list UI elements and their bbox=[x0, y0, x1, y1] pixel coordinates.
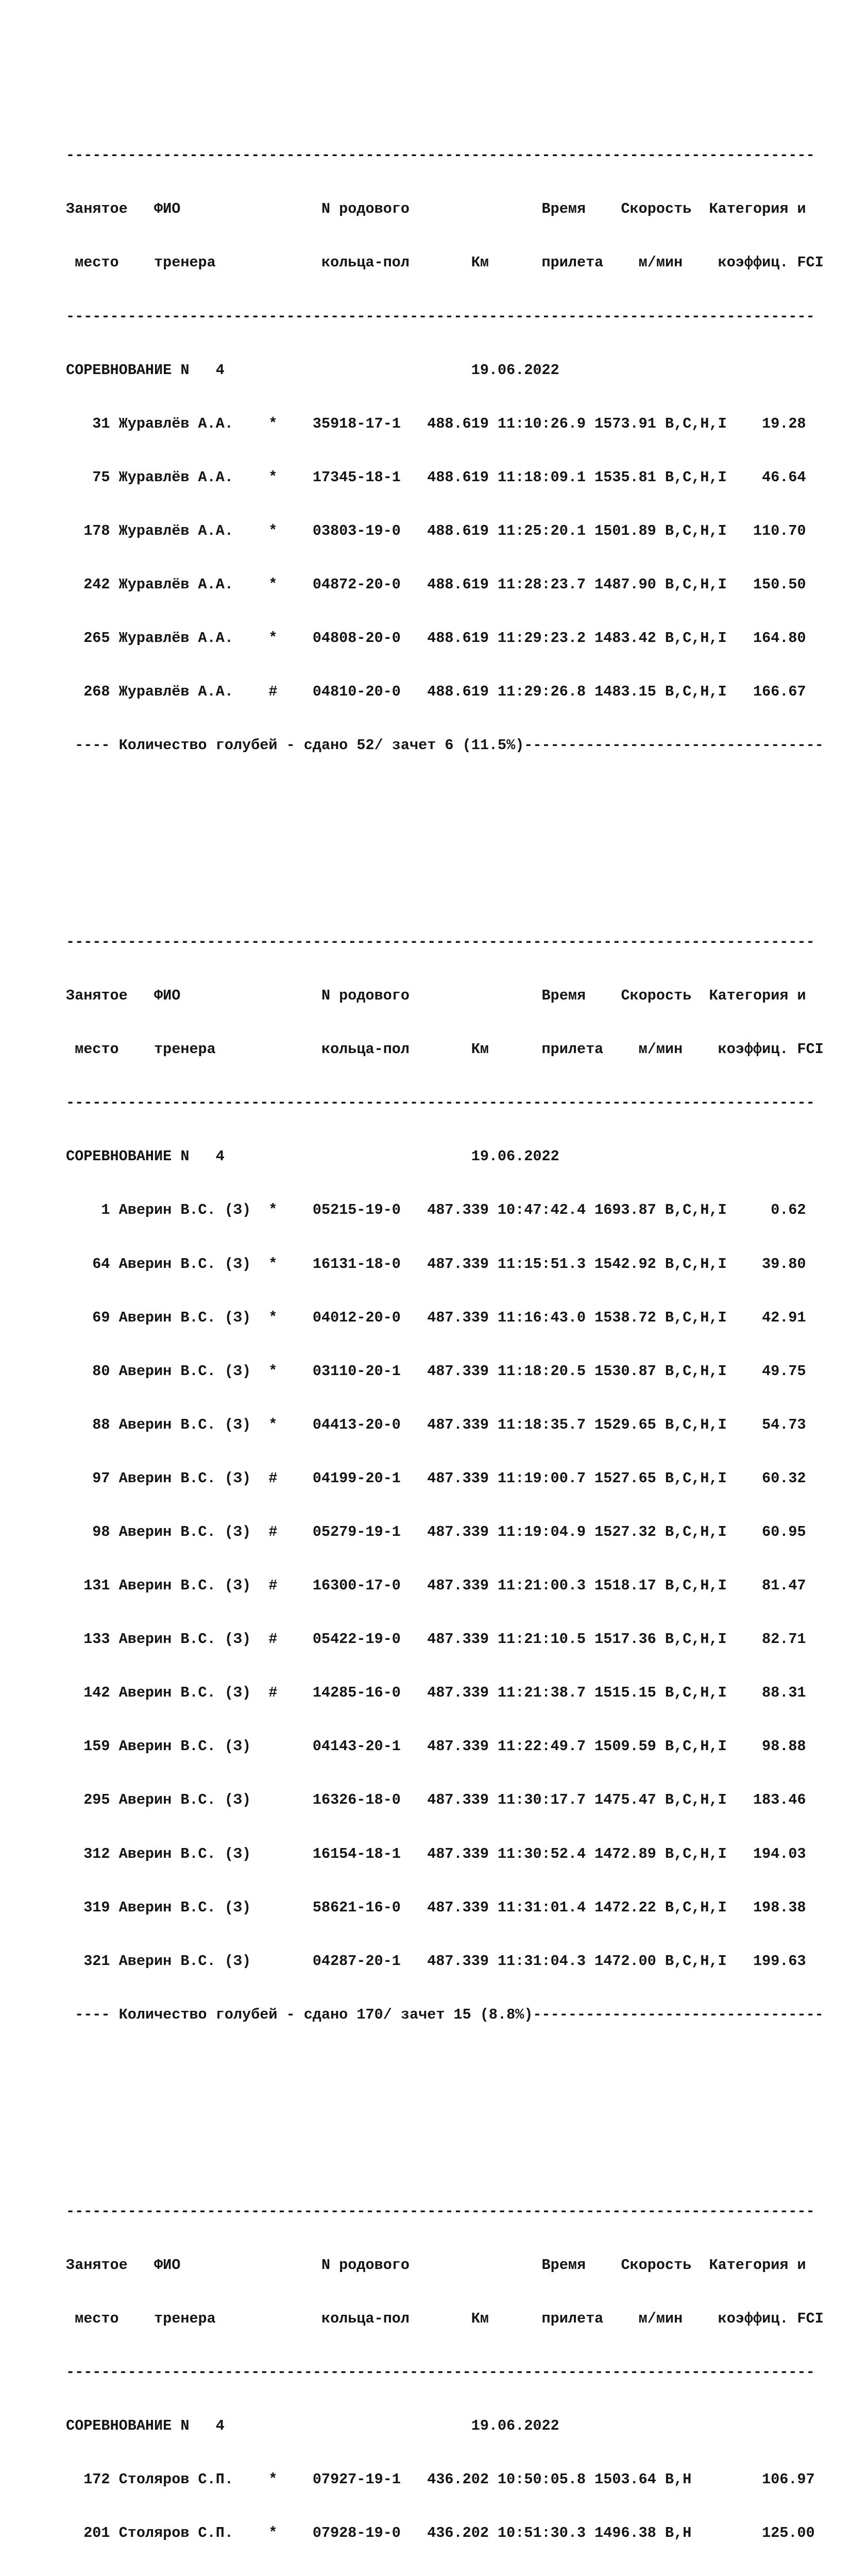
result-row: 159 Аверин В.С. (З) 04143-20-1 487.339 11:22:49.7 1509.59 B,C,H,I 98.88 bbox=[66, 1738, 806, 1755]
competition-line: СОРЕВНОВАНИЕ N 4 19.06.2022 bbox=[66, 361, 559, 379]
result-row: 1 Аверин В.С. (З) * 05215-19-0 487.339 10:47:42.4 1693.87 B,C,H,I 0.62 bbox=[66, 1201, 806, 1219]
result-row: 319 Аверин В.С. (З) 58621-16-0 487.339 11:31:01.4 1472.22 B,C,H,I 198.38 bbox=[66, 1899, 806, 1916]
header-line-2: место тренера кольца-пол Км прилета м/мин коэффиц. FCI bbox=[66, 2310, 824, 2327]
results-section bbox=[66, 111, 824, 791]
header-rule-bottom: ------------------------------------------------------------------------------------- bbox=[66, 2363, 815, 2381]
result-row: 97 Аверин В.С. (З) # 04199-20-1 487.339 11:19:00.7 1527.65 B,C,H,I 60.32 bbox=[66, 1469, 806, 1487]
result-row: 131 Аверин В.С. (З) # 16300-17-0 487.339 11:21:00.3 1518.17 B,C,H,I 81.47 bbox=[66, 1577, 806, 1595]
result-row: 268 Журавлёв А.А. # 04810-20-0 488.619 11:29:26.8 1483.15 B,C,H,I 166.67 bbox=[66, 683, 806, 701]
result-row: 80 Аверин В.С. (З) * 03110-20-1 487.339 11:18:20.5 1530.87 B,C,H,I 49.75 bbox=[66, 1362, 806, 1380]
result-row: 64 Аверин В.С. (З) * 16131-18-0 487.339 11:15:51.3 1542.92 B,C,H,I 39.80 bbox=[66, 1255, 806, 1273]
result-row: 312 Аверин В.С. (З) 16154-18-1 487.339 11:30:52.4 1472.89 B,C,H,I 194.03 bbox=[66, 1845, 806, 1862]
result-row: 98 Аверин В.С. (З) # 05279-19-1 487.339 11:19:04.9 1527.32 B,C,H,I 60.95 bbox=[66, 1523, 806, 1540]
header-rule-top: ------------------------------------------------------------------------------------- bbox=[66, 2202, 815, 2220]
header-rule-top: ------------------------------------------------------------------------------------- bbox=[66, 933, 815, 951]
result-row: 295 Аверин В.С. (З) 16326-18-0 487.339 11:30:17.7 1475.47 B,C,H,I 183.46 bbox=[66, 1791, 806, 1809]
results-section bbox=[66, 898, 824, 2060]
result-row: 178 Журавлёв А.А. * 03803-19-0 488.619 11:25:20.1 1501.89 B,C,H,I 110.70 bbox=[66, 522, 806, 539]
result-row: 172 Столяров С.П. * 07927-19-1 436.202 10:50:05.8 1503.64 B,H 106.97 bbox=[66, 2471, 815, 2488]
result-row: 88 Аверин В.С. (З) * 04413-20-0 487.339 11:18:35.7 1529.65 B,C,H,I 54.73 bbox=[66, 1416, 806, 1433]
summary-line: ---- Количество голубей - сдано 52/ зачет 6 (11.5%)---------------------------------- bbox=[66, 737, 824, 754]
header-rule-bottom: ------------------------------------------------------------------------------------- bbox=[66, 308, 815, 325]
result-row: 201 Столяров С.П. * 07928-19-0 436.202 10:51:30.3 1496.38 B,H 125.00 bbox=[66, 2524, 815, 2542]
summary-line: ---- Количество голубей - сдано 170/ зачет 15 (8.8%)--------------------------------- bbox=[66, 2006, 824, 2023]
result-row: 75 Журавлёв А.А. * 17345-18-1 488.619 11:18:09.1 1535.81 B,C,H,I 46.64 bbox=[66, 468, 806, 486]
result-row: 69 Аверин В.С. (З) * 04012-20-0 487.339 11:16:43.0 1538.72 B,C,H,I 42.91 bbox=[66, 1309, 806, 1326]
competition-line: СОРЕВНОВАНИЕ N 4 19.06.2022 bbox=[66, 2417, 559, 2434]
header-rule-top: ------------------------------------------------------------------------------------- bbox=[66, 147, 815, 164]
header-line-2: место тренера кольца-пол Км прилета м/мин коэффиц. FCI bbox=[66, 254, 824, 272]
header-line-1: Занятое ФИО N родового Время Скорость Категория и bbox=[66, 2256, 806, 2274]
result-row: 242 Журавлёв А.А. * 04872-20-0 488.619 11:28:23.7 1487.90 B,C,H,I 150.50 bbox=[66, 575, 806, 593]
header-line-1: Занятое ФИО N родового Время Скорость Категория и bbox=[66, 200, 806, 218]
result-row: 133 Аверин В.С. (З) # 05422-19-0 487.339 11:21:10.5 1517.36 B,C,H,I 82.71 bbox=[66, 1631, 806, 1648]
result-row: 142 Аверин В.С. (З) # 14285-16-0 487.339 11:21:38.7 1515.15 B,C,H,I 88.31 bbox=[66, 1684, 806, 1702]
result-row: 265 Журавлёв А.А. * 04808-20-0 488.619 11:29:23.2 1483.42 B,C,H,I 164.80 bbox=[66, 630, 806, 647]
competition-line: СОРЕВНОВАНИЕ N 4 19.06.2022 bbox=[66, 1148, 559, 1165]
header-rule-bottom: ------------------------------------------------------------------------------------- bbox=[66, 1094, 815, 1112]
header-line-1: Занятое ФИО N родового Время Скорость Категория и bbox=[66, 987, 806, 1005]
results-document bbox=[66, 40, 824, 2576]
result-row: 31 Журавлёв А.А. * 35918-17-1 488.619 11:10:26.9 1573.91 B,C,H,I 19.28 bbox=[66, 415, 806, 432]
results-section bbox=[66, 2167, 824, 2576]
result-row: 321 Аверин В.С. (З) 04287-20-1 487.339 11:31:04.3 1472.00 B,C,H,I 199.63 bbox=[66, 1952, 806, 1970]
header-line-2: место тренера кольца-пол Км прилета м/мин коэффиц. FCI bbox=[66, 1041, 824, 1058]
